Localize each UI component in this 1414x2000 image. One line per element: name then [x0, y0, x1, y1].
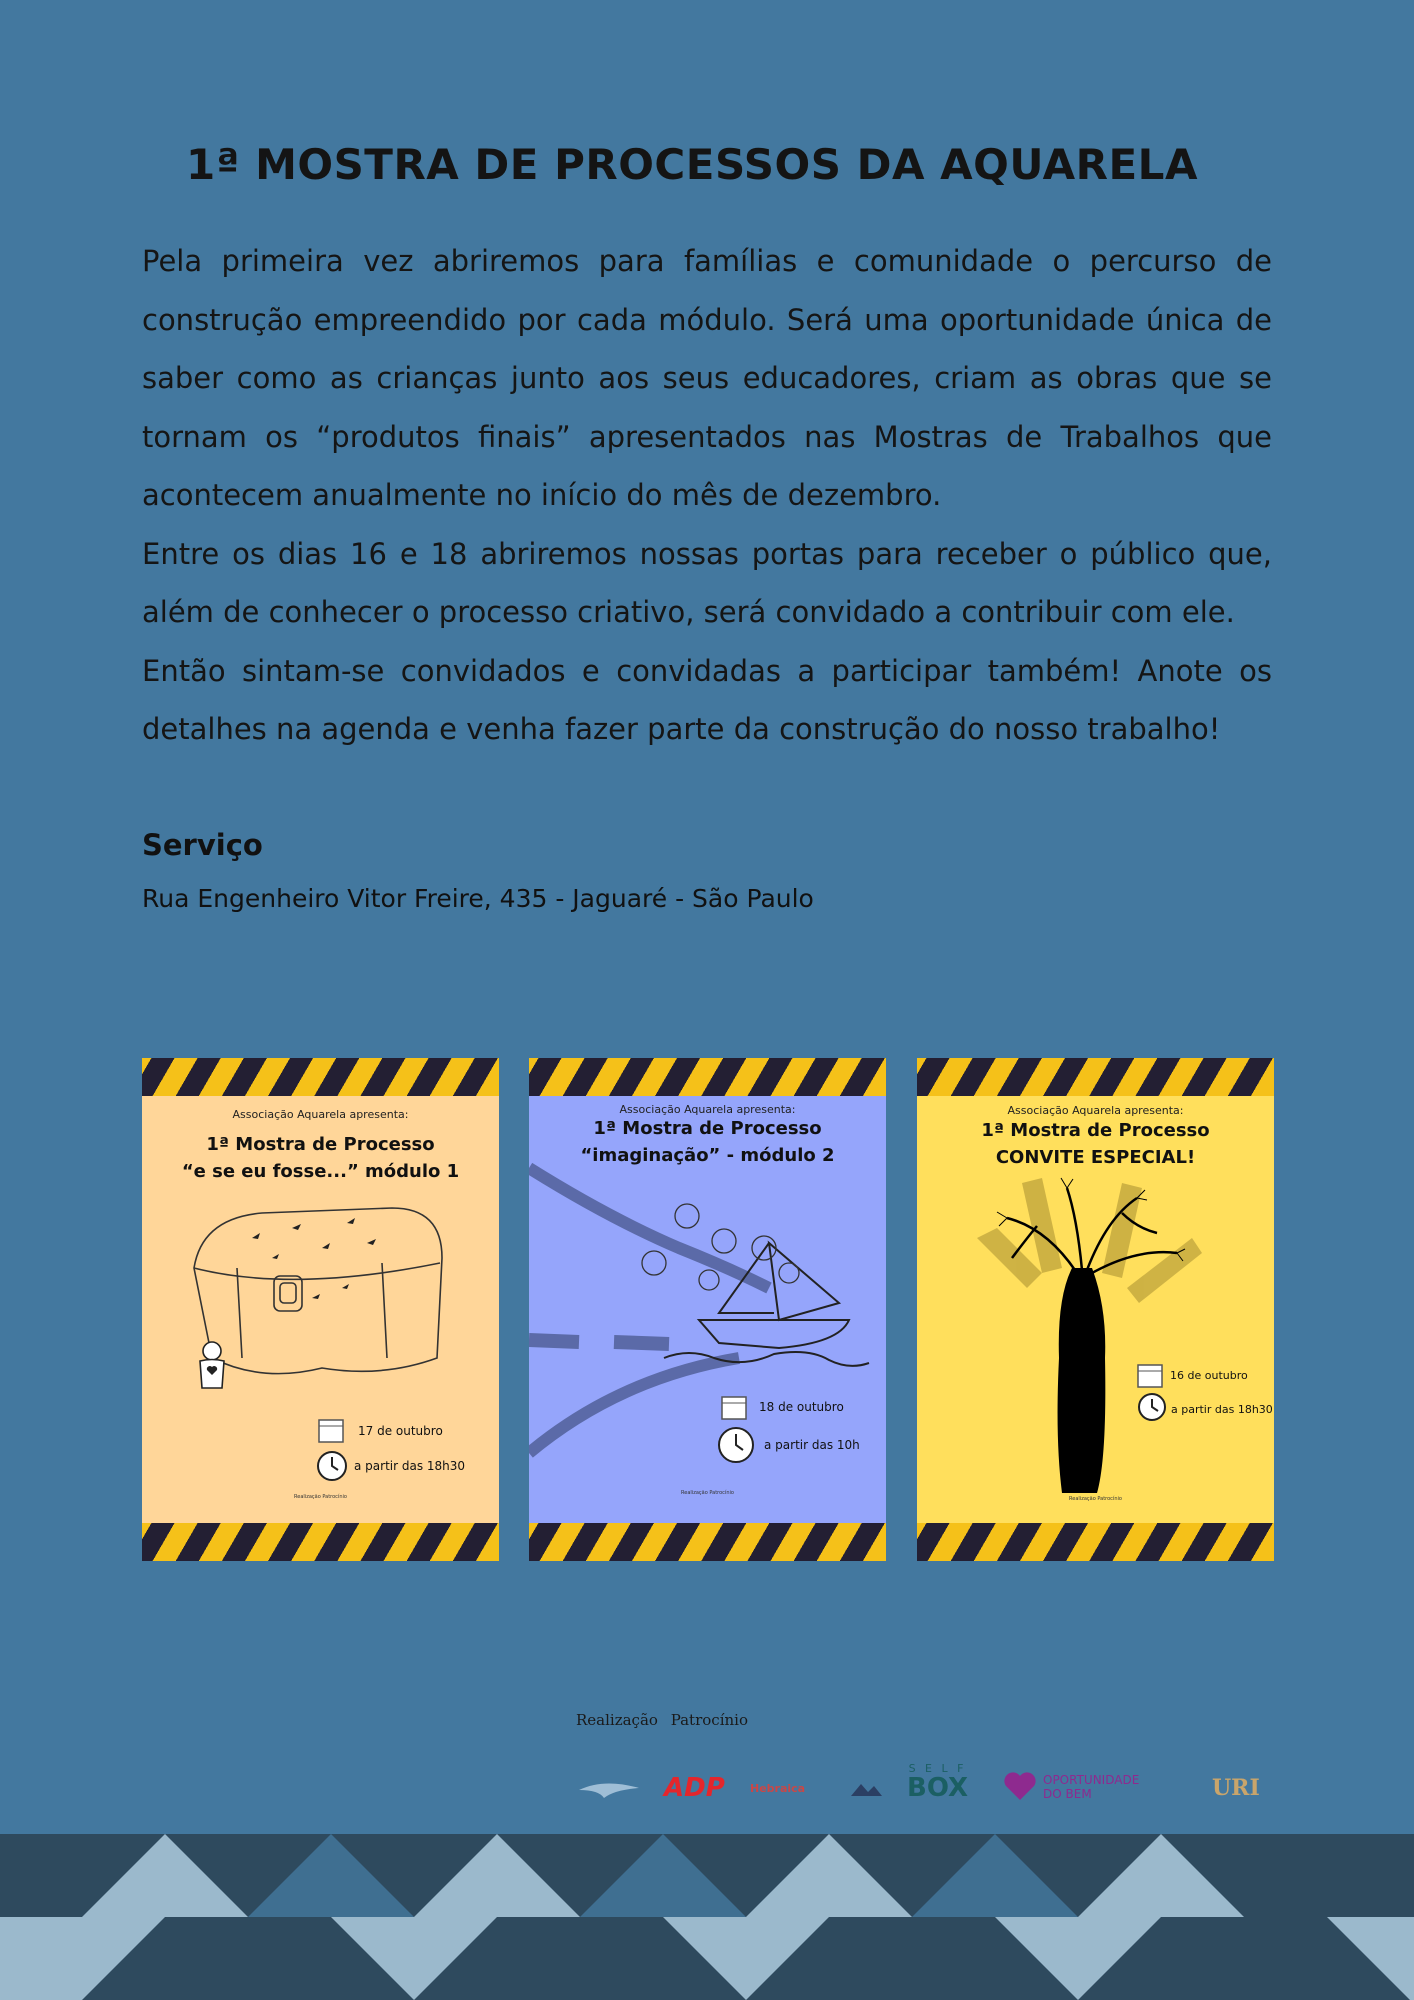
geometric-footer-pattern	[0, 1834, 1414, 2000]
calendar-icon	[720, 1392, 750, 1422]
service-address: Rua Engenheiro Vitor Freire, 435 - Jaguaré - São Paulo	[142, 884, 814, 913]
poster-module-1[interactable]	[142, 1058, 499, 1561]
poster-credits: Realização Patrocínio	[294, 1494, 347, 1500]
poster-presenter: Associação Aquarela apresenta:	[232, 1108, 409, 1121]
box-text: BOX	[907, 1773, 969, 1803]
clock-icon	[716, 1425, 756, 1465]
opportunity-line2: DO BEM	[1043, 1787, 1092, 1801]
poster-date: 18 de outubro	[759, 1400, 844, 1414]
poster-title-line2: “e se eu fosse...” módulo 1	[181, 1161, 460, 1182]
calendar-icon	[1136, 1360, 1166, 1390]
calendar-icon	[317, 1415, 347, 1445]
clock-icon	[1136, 1391, 1168, 1423]
poster-invitation[interactable]	[917, 1058, 1274, 1561]
poster-time: a partir das 18h30	[354, 1459, 466, 1473]
uri-logo: URI	[1212, 1775, 1260, 1801]
poster-date: 17 de outubro	[358, 1424, 443, 1438]
poster-module-2[interactable]	[529, 1058, 886, 1561]
poster-title-line1: 1ª Mostra de Processo	[593, 1118, 822, 1139]
adp-logo: ADP	[664, 1773, 725, 1803]
selfbox-logo	[907, 1762, 968, 1801]
hebraica-logo: Hebraica	[750, 1781, 806, 1795]
poster-credits: Realização Patrocínio	[1069, 1496, 1122, 1502]
hazard-stripes-top	[529, 1058, 886, 1096]
intro-paragraph-1: Pela primeira vez abriremos para famílias e comunidade o percurso de construção empreendido por cada módulo. Será uma oportunidade única de saber como as crianças junto aos seus educadores, criam as obras que se tornam os “produtos finais” apresentados nas Mostras de Trabalhos que acontecem anualmente no início do mês de dezembro.	[142, 244, 1272, 512]
hazard-stripes-bottom	[529, 1523, 886, 1561]
hero-figure	[200, 1342, 224, 1388]
page-title: 1ª MOSTRA DE PROCESSOS DA AQUARELA	[186, 140, 1198, 189]
intro-paragraph-3: Então sintam-se convidados e convidadas a participar também! Anote os detalhes na agenda e venha fazer parte da construção do nosso trabalho!	[142, 653, 1272, 746]
poster-title-line1: 1ª Mostra de Processo	[981, 1120, 1210, 1141]
intro-text	[142, 232, 1272, 759]
poster-presenter: Associação Aquarela apresenta:	[1007, 1104, 1184, 1117]
sponsor-logos	[574, 1762, 1264, 1808]
treasure-chest-illustration	[142, 1058, 499, 1561]
poster-title-line2: CONVITE ESPECIAL!	[995, 1147, 1196, 1168]
poster-time: a partir das 18h30	[1171, 1403, 1273, 1416]
self-text: S E L F	[908, 1762, 967, 1775]
intro-paragraph-2: Entre os dias 16 e 18 abriremos nossas portas para receber o público que, além de conhecer o processo criativo, será convidado a contribuir com ele.	[142, 536, 1272, 629]
poster-title-line1: 1ª Mostra de Processo	[206, 1134, 435, 1155]
poster-time: a partir das 10h	[764, 1438, 860, 1452]
poster-credits: Realização Patrocínio	[681, 1490, 734, 1496]
opportunity-line1: OPORTUNIDADE	[1043, 1773, 1140, 1787]
clock-icon	[315, 1449, 349, 1483]
bird-logo	[574, 1768, 644, 1808]
hazard-stripes-bottom	[142, 1523, 499, 1561]
poster-title-line2: “imaginação” - módulo 2	[580, 1145, 835, 1166]
opportunity-logo	[1002, 1770, 1139, 1804]
poster-presenter: Associação Aquarela apresenta:	[619, 1103, 796, 1116]
hazard-stripes-bottom	[917, 1523, 1274, 1561]
poster-date: 16 de outubro	[1170, 1369, 1248, 1382]
mountain-logo	[846, 1768, 886, 1808]
footer-label: Realização Patrocínio	[576, 1711, 748, 1729]
hazard-stripes-top	[917, 1058, 1274, 1096]
service-heading: Serviço	[142, 828, 263, 862]
